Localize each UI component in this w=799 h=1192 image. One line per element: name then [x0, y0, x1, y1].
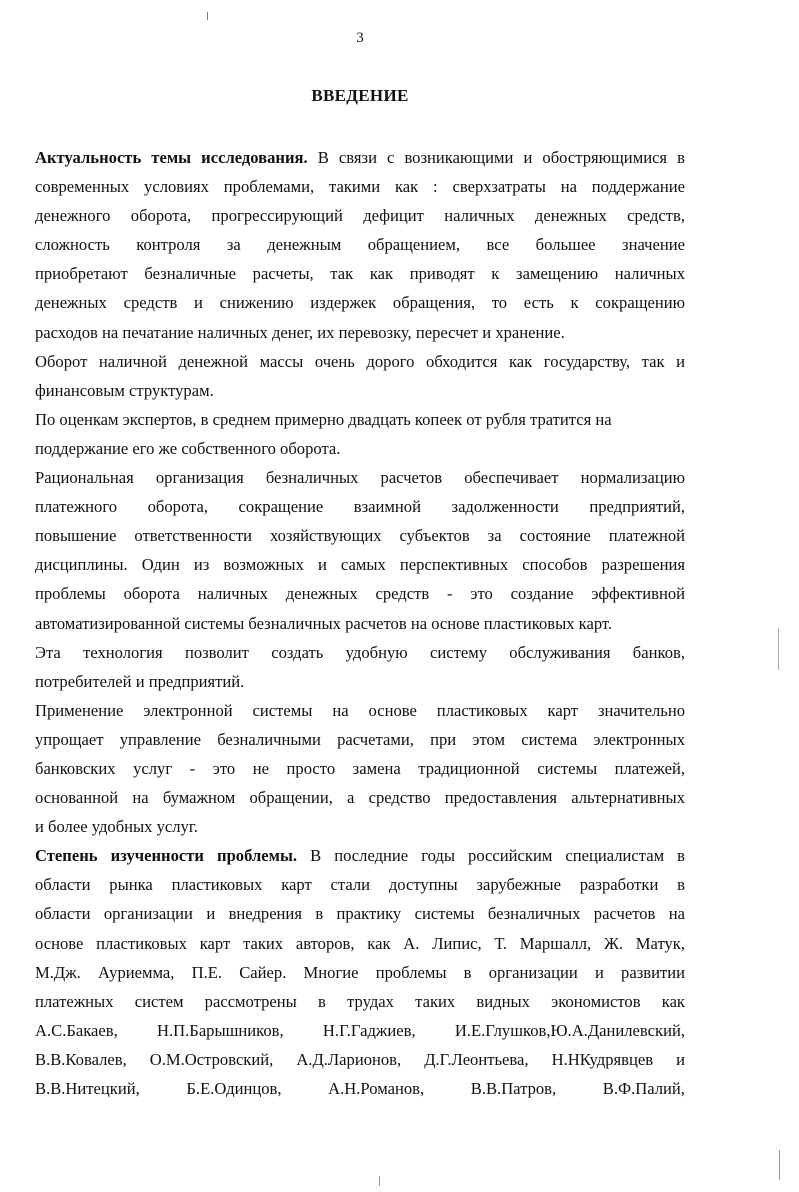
scan-artifact: [779, 1150, 780, 1180]
text-line: дисциплины. Один из возможных и самых перспективных способов разрешения: [35, 555, 685, 575]
text-line: А.С.Бакаев, Н.П.Барышников, Н.Г.Гаджиев, И.Е.Глушков,Ю.А.Данилевский,: [35, 1020, 685, 1040]
text-line: области организации и внедрения в практику системы безналичных расчетов на: [35, 904, 685, 924]
paragraph-relevance: [35, 143, 685, 347]
scan-artifact: [379, 1176, 380, 1186]
text-line: и более удобных услуг.: [35, 817, 198, 837]
text-line: упрощает управление безналичными расчетами, при этом система электронных: [35, 729, 685, 749]
document-body: [35, 143, 685, 1103]
author-name: Б.Е.Одинцов,: [186, 1079, 282, 1098]
page-number: 3: [356, 30, 364, 46]
text-line: автоматизированной системы безналичных расчетов на основе пластиковых карт.: [35, 613, 613, 633]
text-line: приобретают безналичные расчеты, так как приводят к замещению наличных: [35, 264, 685, 284]
text-line: В связи с возникающими и обостряющимися в: [307, 148, 685, 167]
text-line: расходов на печатание наличных денег, их перевозку, пересчет и хранение.: [35, 322, 565, 342]
paragraph-rational-organization: [35, 463, 685, 638]
text-line: В.В.Ковалев, О.М.Островский, А.Д.Ларионов, Д.Г.Леонтьева, Н.НКудрявцев и: [35, 1049, 685, 1069]
paragraph-expert-estimate: [35, 405, 685, 463]
scan-artifact: [778, 628, 779, 670]
text-line: основе пластиковых карт таких авторов, как А. Липис, Т. Маршалл, Ж. Матук,: [35, 933, 685, 953]
text-line: Оборот наличной денежной массы очень дорого обходится как государству, так и: [35, 351, 685, 371]
scan-artifact: [207, 12, 208, 20]
text-line: современных условиях проблемами, такими как : сверхзатраты на поддержание: [35, 177, 685, 197]
text-line: проблемы оборота наличных денежных средств - это создание эффективной: [35, 584, 685, 604]
text-line: денежных средств и снижению издержек обращения, то есть к сокращению: [35, 293, 685, 313]
author-name: В.В.Патров,: [470, 1079, 557, 1098]
paragraph-research-degree: [35, 841, 685, 1103]
text-line: Рациональная организация безналичных расчетов обеспечивает нормализацию: [35, 468, 685, 488]
text-line: основанной на бумажном обращении, а средство предоставления альтернативных: [35, 788, 685, 808]
text-line: поддержание его же собственного оборота.: [35, 438, 341, 458]
text-line: Применение электронной системы на основе пластиковых карт значительно: [35, 700, 685, 720]
text-line: По оценкам экспертов, в среднем примерно двадцать копеек от рубля тратится на: [35, 409, 612, 429]
author-name: А.Н.Романов,: [328, 1079, 425, 1098]
text-line: платежного оборота, сокращение взаимной задолженности предприятий,: [35, 497, 685, 517]
section-title: ВВЕДЕНИЕ: [311, 86, 409, 105]
author-name: В.Ф.Палий,: [602, 1079, 685, 1098]
text-line: платежных систем рассмотрены в трудах таких видных экономистов как: [35, 991, 685, 1011]
paragraph-technology: [35, 638, 685, 696]
text-line: В последние годы российским специалистам в: [297, 846, 685, 866]
text-line: М.Дж. Ауриемма, П.Е. Сайер. Многие проблемы в организации и развитии: [35, 962, 685, 982]
paragraph-lead-relevance: Актуальность темы исследования.: [35, 148, 308, 167]
text-line: потребителей и предприятий.: [35, 671, 245, 691]
text-line: денежного оборота, прогрессирующий дефицит наличных денежных средств,: [35, 206, 685, 226]
paragraph-lead-research-degree: Степень изученности проблемы.: [35, 846, 298, 866]
paragraph-cash-cost: [35, 347, 685, 405]
text-line: повышение ответственности хозяйствующих субъектов за состояние платежной: [35, 526, 685, 546]
text-line: финансовым структурам.: [35, 380, 214, 400]
author-names-line: [35, 1074, 685, 1103]
text-line: сложность контроля за денежным обращением, все большее значение: [35, 235, 685, 255]
text-line: банковских услуг - это не просто замена традиционной системы платежей,: [35, 758, 685, 778]
paragraph-electronic-system: [35, 696, 685, 841]
author-name: В.В.Нитецкий,: [35, 1079, 140, 1098]
text-line: области рынка пластиковых карт стали доступны зарубежные разработки в: [35, 875, 685, 895]
text-line: Эта технология позволит создать удобную систему обслуживания банков,: [35, 642, 685, 662]
